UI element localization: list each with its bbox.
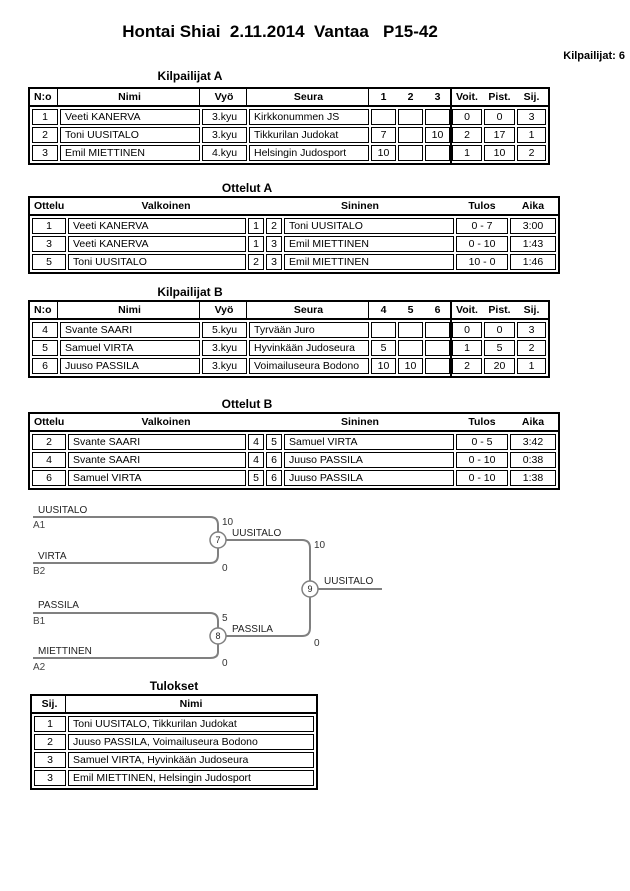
pool-b-body bbox=[30, 320, 548, 376]
result-place: 2 bbox=[34, 734, 66, 750]
col-header-points: Pist. bbox=[488, 91, 511, 103]
bracket-name-semi2-top: PASSILA bbox=[38, 600, 79, 611]
wins: 0 bbox=[452, 322, 482, 338]
table-row bbox=[32, 358, 546, 374]
score-vs-2 bbox=[398, 145, 423, 161]
bracket-seed-a2: A2 bbox=[33, 662, 46, 673]
result-place: 3 bbox=[34, 770, 66, 786]
match-time: 0:38 bbox=[510, 452, 556, 468]
match-result: 10 - 0 bbox=[456, 254, 508, 270]
competitor-belt: 4.kyu bbox=[202, 145, 247, 161]
table-row bbox=[32, 322, 546, 338]
blue-no: 5 bbox=[266, 434, 282, 450]
bracket-winner-semi2: PASSILA bbox=[232, 624, 273, 635]
pool-a-table bbox=[28, 87, 550, 165]
result-name: Toni UUSITALO, Tikkurilan Judokat bbox=[68, 716, 314, 732]
col-header-place: Sij. bbox=[34, 696, 66, 712]
table-row bbox=[32, 452, 556, 468]
matches-b-heading: Ottelut B bbox=[221, 397, 273, 411]
white-name: Toni UUSITALO bbox=[68, 254, 246, 270]
pool-a-heading: Kilpailijat A bbox=[157, 69, 223, 83]
matches-a-body bbox=[30, 216, 558, 272]
blue-name: Emil MIETTINEN bbox=[284, 254, 454, 270]
white-no: 4 bbox=[248, 434, 264, 450]
bracket-score-semi2-bottom: 0 bbox=[222, 658, 228, 669]
result-name: Juuso PASSILA, Voimailuseura Bodono bbox=[68, 734, 314, 750]
bracket-name-semi1-top: UUSITALO bbox=[38, 505, 88, 516]
bracket-line-b1 bbox=[33, 613, 218, 628]
competitor-name: Emil MIETTINEN bbox=[60, 145, 200, 161]
pool-b-heading: Kilpailijat B bbox=[157, 285, 223, 299]
points: 10 bbox=[484, 145, 515, 161]
col-header-white: Valkoinen bbox=[141, 200, 191, 212]
col-header-white: Valkoinen bbox=[141, 416, 191, 428]
col-header-name: Nimi bbox=[60, 302, 200, 318]
table-row bbox=[32, 109, 546, 125]
result-name: Emil MIETTINEN, Helsingin Judosport bbox=[68, 770, 314, 786]
blue-name: Emil MIETTINEN bbox=[284, 236, 454, 252]
matches-a-table bbox=[28, 196, 560, 274]
col-header-belt: Vyö bbox=[202, 302, 247, 318]
competitor-belt: 3.kyu bbox=[202, 358, 247, 374]
result-name: Samuel VIRTA, Hyvinkään Judoseura bbox=[68, 752, 314, 768]
final-bracket-diagram bbox=[0, 495, 630, 685]
white-no: 5 bbox=[248, 470, 264, 486]
blue-no: 6 bbox=[266, 470, 282, 486]
col-header-belt: Vyö bbox=[202, 89, 247, 105]
competitor-name: Juuso PASSILA bbox=[60, 358, 200, 374]
pool-a-thick-divider bbox=[450, 89, 452, 163]
match-no: 5 bbox=[32, 254, 66, 270]
competitor-name: Samuel VIRTA bbox=[60, 340, 200, 356]
match-no: 2 bbox=[32, 434, 66, 450]
bracket-score-final-bottom: 0 bbox=[314, 638, 320, 649]
blue-no: 2 bbox=[266, 218, 282, 234]
competitor-name: Svante SAARI bbox=[60, 322, 200, 338]
competitor-belt: 3.kyu bbox=[202, 109, 247, 125]
wins: 0 bbox=[452, 109, 482, 125]
col-header-blue: Sininen bbox=[341, 416, 379, 428]
competitor-club: Helsingin Judosport bbox=[249, 145, 369, 161]
col-header-blue: Sininen bbox=[341, 200, 379, 212]
col-header-time: Aika bbox=[521, 200, 545, 212]
bracket-seed-b1: B1 bbox=[33, 616, 46, 627]
match-8-number: 8 bbox=[215, 631, 221, 641]
match-time: 1:46 bbox=[510, 254, 556, 270]
wins: 1 bbox=[452, 145, 482, 161]
match-time: 3:00 bbox=[510, 218, 556, 234]
results-table bbox=[30, 694, 318, 790]
bracket-name-semi1-bottom: VIRTA bbox=[38, 551, 67, 562]
competitor-no: 1 bbox=[32, 109, 58, 125]
blue-name: Juuso PASSILA bbox=[284, 452, 454, 468]
match-7-number: 7 bbox=[215, 535, 221, 545]
score-vs-1 bbox=[371, 109, 396, 125]
points: 0 bbox=[484, 322, 515, 338]
points: 5 bbox=[484, 340, 515, 356]
score-vs-4 bbox=[371, 322, 396, 338]
pool-b-header-row bbox=[30, 302, 548, 320]
bracket-line-a1 bbox=[33, 517, 218, 532]
bracket-score-final-top: 10 bbox=[314, 540, 326, 551]
match-result: 0 - 10 bbox=[456, 236, 508, 252]
table-row bbox=[32, 236, 556, 252]
competitor-club: Kirkkonummen JS bbox=[249, 109, 369, 125]
col-header-no: N:o bbox=[32, 302, 58, 318]
col-header-points: Pist. bbox=[488, 304, 511, 316]
score-vs-4: 5 bbox=[371, 340, 396, 356]
col-header-m6: 6 bbox=[434, 304, 441, 316]
col-header-m5: 5 bbox=[407, 304, 414, 316]
bracket-winner-semi1: UUSITALO bbox=[232, 528, 282, 539]
white-name: Veeti KANERVA bbox=[68, 218, 246, 234]
score-vs-1: 10 bbox=[371, 145, 396, 161]
blue-no: 6 bbox=[266, 452, 282, 468]
col-header-club: Seura bbox=[249, 89, 369, 105]
place: 1 bbox=[517, 358, 546, 374]
bracket-score-semi1-top: 10 bbox=[222, 517, 234, 528]
blue-name: Samuel VIRTA bbox=[284, 434, 454, 450]
score-vs-5 bbox=[398, 322, 423, 338]
competitor-no: 2 bbox=[32, 127, 58, 143]
matches-b-table bbox=[28, 412, 560, 490]
col-header-wins: Voit. bbox=[456, 304, 478, 316]
result-place: 1 bbox=[34, 716, 66, 732]
col-header-name: Nimi bbox=[179, 698, 203, 710]
competitor-no: 6 bbox=[32, 358, 58, 374]
match-result: 0 - 10 bbox=[456, 470, 508, 486]
bracket-line-semi1-out bbox=[226, 540, 310, 581]
col-header-m1: 1 bbox=[380, 91, 387, 103]
competitor-name: Veeti KANERVA bbox=[60, 109, 200, 125]
col-header-m4: 4 bbox=[380, 304, 387, 316]
col-header-result: Tulos bbox=[468, 200, 496, 212]
blue-name: Juuso PASSILA bbox=[284, 470, 454, 486]
competitor-no: 4 bbox=[32, 322, 58, 338]
pool-b-thick-divider bbox=[450, 302, 452, 376]
white-no: 2 bbox=[248, 254, 264, 270]
table-row bbox=[32, 145, 546, 161]
match-result: 0 - 5 bbox=[456, 434, 508, 450]
match-time: 3:42 bbox=[510, 434, 556, 450]
points: 20 bbox=[484, 358, 515, 374]
col-header-name: Nimi bbox=[60, 89, 200, 105]
blue-no: 3 bbox=[266, 236, 282, 252]
table-row bbox=[34, 752, 314, 768]
bracket-champion-name: UUSITALO bbox=[324, 576, 374, 587]
table-row bbox=[32, 470, 556, 486]
score-vs-2 bbox=[398, 127, 423, 143]
col-header-match: Ottelu bbox=[34, 416, 65, 428]
bracket-seed-b2: B2 bbox=[33, 566, 46, 577]
result-place: 3 bbox=[34, 752, 66, 768]
table-row bbox=[34, 770, 314, 786]
matches-b-body bbox=[30, 432, 558, 488]
score-vs-3 bbox=[425, 145, 450, 161]
match-result: 0 - 10 bbox=[456, 452, 508, 468]
white-no: 1 bbox=[248, 218, 264, 234]
col-header-m3: 3 bbox=[434, 91, 441, 103]
white-name: Veeti KANERVA bbox=[68, 236, 246, 252]
score-vs-6 bbox=[425, 322, 450, 338]
results-body bbox=[32, 714, 316, 788]
col-header-wins: Voit. bbox=[456, 91, 478, 103]
score-vs-6 bbox=[425, 340, 450, 356]
col-header-match: Ottelu bbox=[34, 200, 65, 212]
col-header-club: Seura bbox=[249, 302, 369, 318]
table-row bbox=[32, 127, 546, 143]
score-vs-2 bbox=[398, 109, 423, 125]
score-vs-5: 10 bbox=[398, 358, 423, 374]
table-row bbox=[34, 734, 314, 750]
bracket-name-semi2-bottom: MIETTINEN bbox=[38, 646, 92, 657]
competitor-club: Tyrvään Juro bbox=[249, 322, 369, 338]
table-row bbox=[32, 434, 556, 450]
place: 2 bbox=[517, 340, 546, 356]
match-no: 1 bbox=[32, 218, 66, 234]
points: 17 bbox=[484, 127, 515, 143]
competitor-count: Kilpailijat: 6 bbox=[563, 50, 625, 62]
place: 3 bbox=[517, 322, 546, 338]
match-no: 6 bbox=[32, 470, 66, 486]
place: 1 bbox=[517, 127, 546, 143]
wins: 2 bbox=[452, 358, 482, 374]
place: 2 bbox=[517, 145, 546, 161]
score-vs-1: 7 bbox=[371, 127, 396, 143]
bracket-score-semi2-top: 5 bbox=[222, 613, 228, 624]
competitor-no: 3 bbox=[32, 145, 58, 161]
col-header-result: Tulos bbox=[468, 416, 496, 428]
table-row bbox=[32, 340, 546, 356]
competitor-club: Hyvinkään Judoseura bbox=[249, 340, 369, 356]
score-vs-6 bbox=[425, 358, 450, 374]
score-vs-5 bbox=[398, 340, 423, 356]
table-row bbox=[34, 716, 314, 732]
competitor-name: Toni UUSITALO bbox=[60, 127, 200, 143]
matches-a-header-row bbox=[30, 198, 558, 216]
match-9-number: 9 bbox=[307, 584, 313, 594]
pool-a-header-row bbox=[30, 89, 548, 107]
results-heading: Tulokset bbox=[149, 679, 199, 693]
white-name: Samuel VIRTA bbox=[68, 470, 246, 486]
white-name: Svante SAARI bbox=[68, 434, 246, 450]
blue-name: Toni UUSITALO bbox=[284, 218, 454, 234]
match-no: 4 bbox=[32, 452, 66, 468]
white-name: Svante SAARI bbox=[68, 452, 246, 468]
col-header-m2: 2 bbox=[407, 91, 414, 103]
col-header-time: Aika bbox=[521, 416, 545, 428]
competitor-club: Voimailuseura Bodono bbox=[249, 358, 369, 374]
col-header-place: Sij. bbox=[523, 91, 540, 103]
match-no: 3 bbox=[32, 236, 66, 252]
score-vs-3 bbox=[425, 109, 450, 125]
matches-a-heading: Ottelut A bbox=[221, 181, 273, 195]
match-result: 0 - 7 bbox=[456, 218, 508, 234]
wins: 2 bbox=[452, 127, 482, 143]
white-no: 4 bbox=[248, 452, 264, 468]
match-time: 1:43 bbox=[510, 236, 556, 252]
col-header-place: Sij. bbox=[523, 304, 540, 316]
points: 0 bbox=[484, 109, 515, 125]
competitor-no: 5 bbox=[32, 340, 58, 356]
place: 3 bbox=[517, 109, 546, 125]
wins: 1 bbox=[452, 340, 482, 356]
pool-b-table bbox=[28, 300, 550, 378]
page-title: Hontai Shiai 2.11.2014 Vantaa P15-42 bbox=[122, 22, 438, 41]
bracket-seed-a1: A1 bbox=[33, 520, 46, 531]
match-time: 1:38 bbox=[510, 470, 556, 486]
results-header-row bbox=[32, 696, 316, 714]
white-no: 1 bbox=[248, 236, 264, 252]
table-row bbox=[32, 218, 556, 234]
competitor-belt: 3.kyu bbox=[202, 127, 247, 143]
score-vs-3: 10 bbox=[425, 127, 450, 143]
competitor-belt: 5.kyu bbox=[202, 322, 247, 338]
blue-no: 3 bbox=[266, 254, 282, 270]
col-header-no: N:o bbox=[32, 89, 58, 105]
matches-b-header-row bbox=[30, 414, 558, 432]
bracket-score-semi1-bottom: 0 bbox=[222, 563, 228, 574]
table-row bbox=[32, 254, 556, 270]
pool-a-body bbox=[30, 107, 548, 163]
score-vs-4: 10 bbox=[371, 358, 396, 374]
competitor-club: Tikkurilan Judokat bbox=[249, 127, 369, 143]
competitor-belt: 3.kyu bbox=[202, 340, 247, 356]
